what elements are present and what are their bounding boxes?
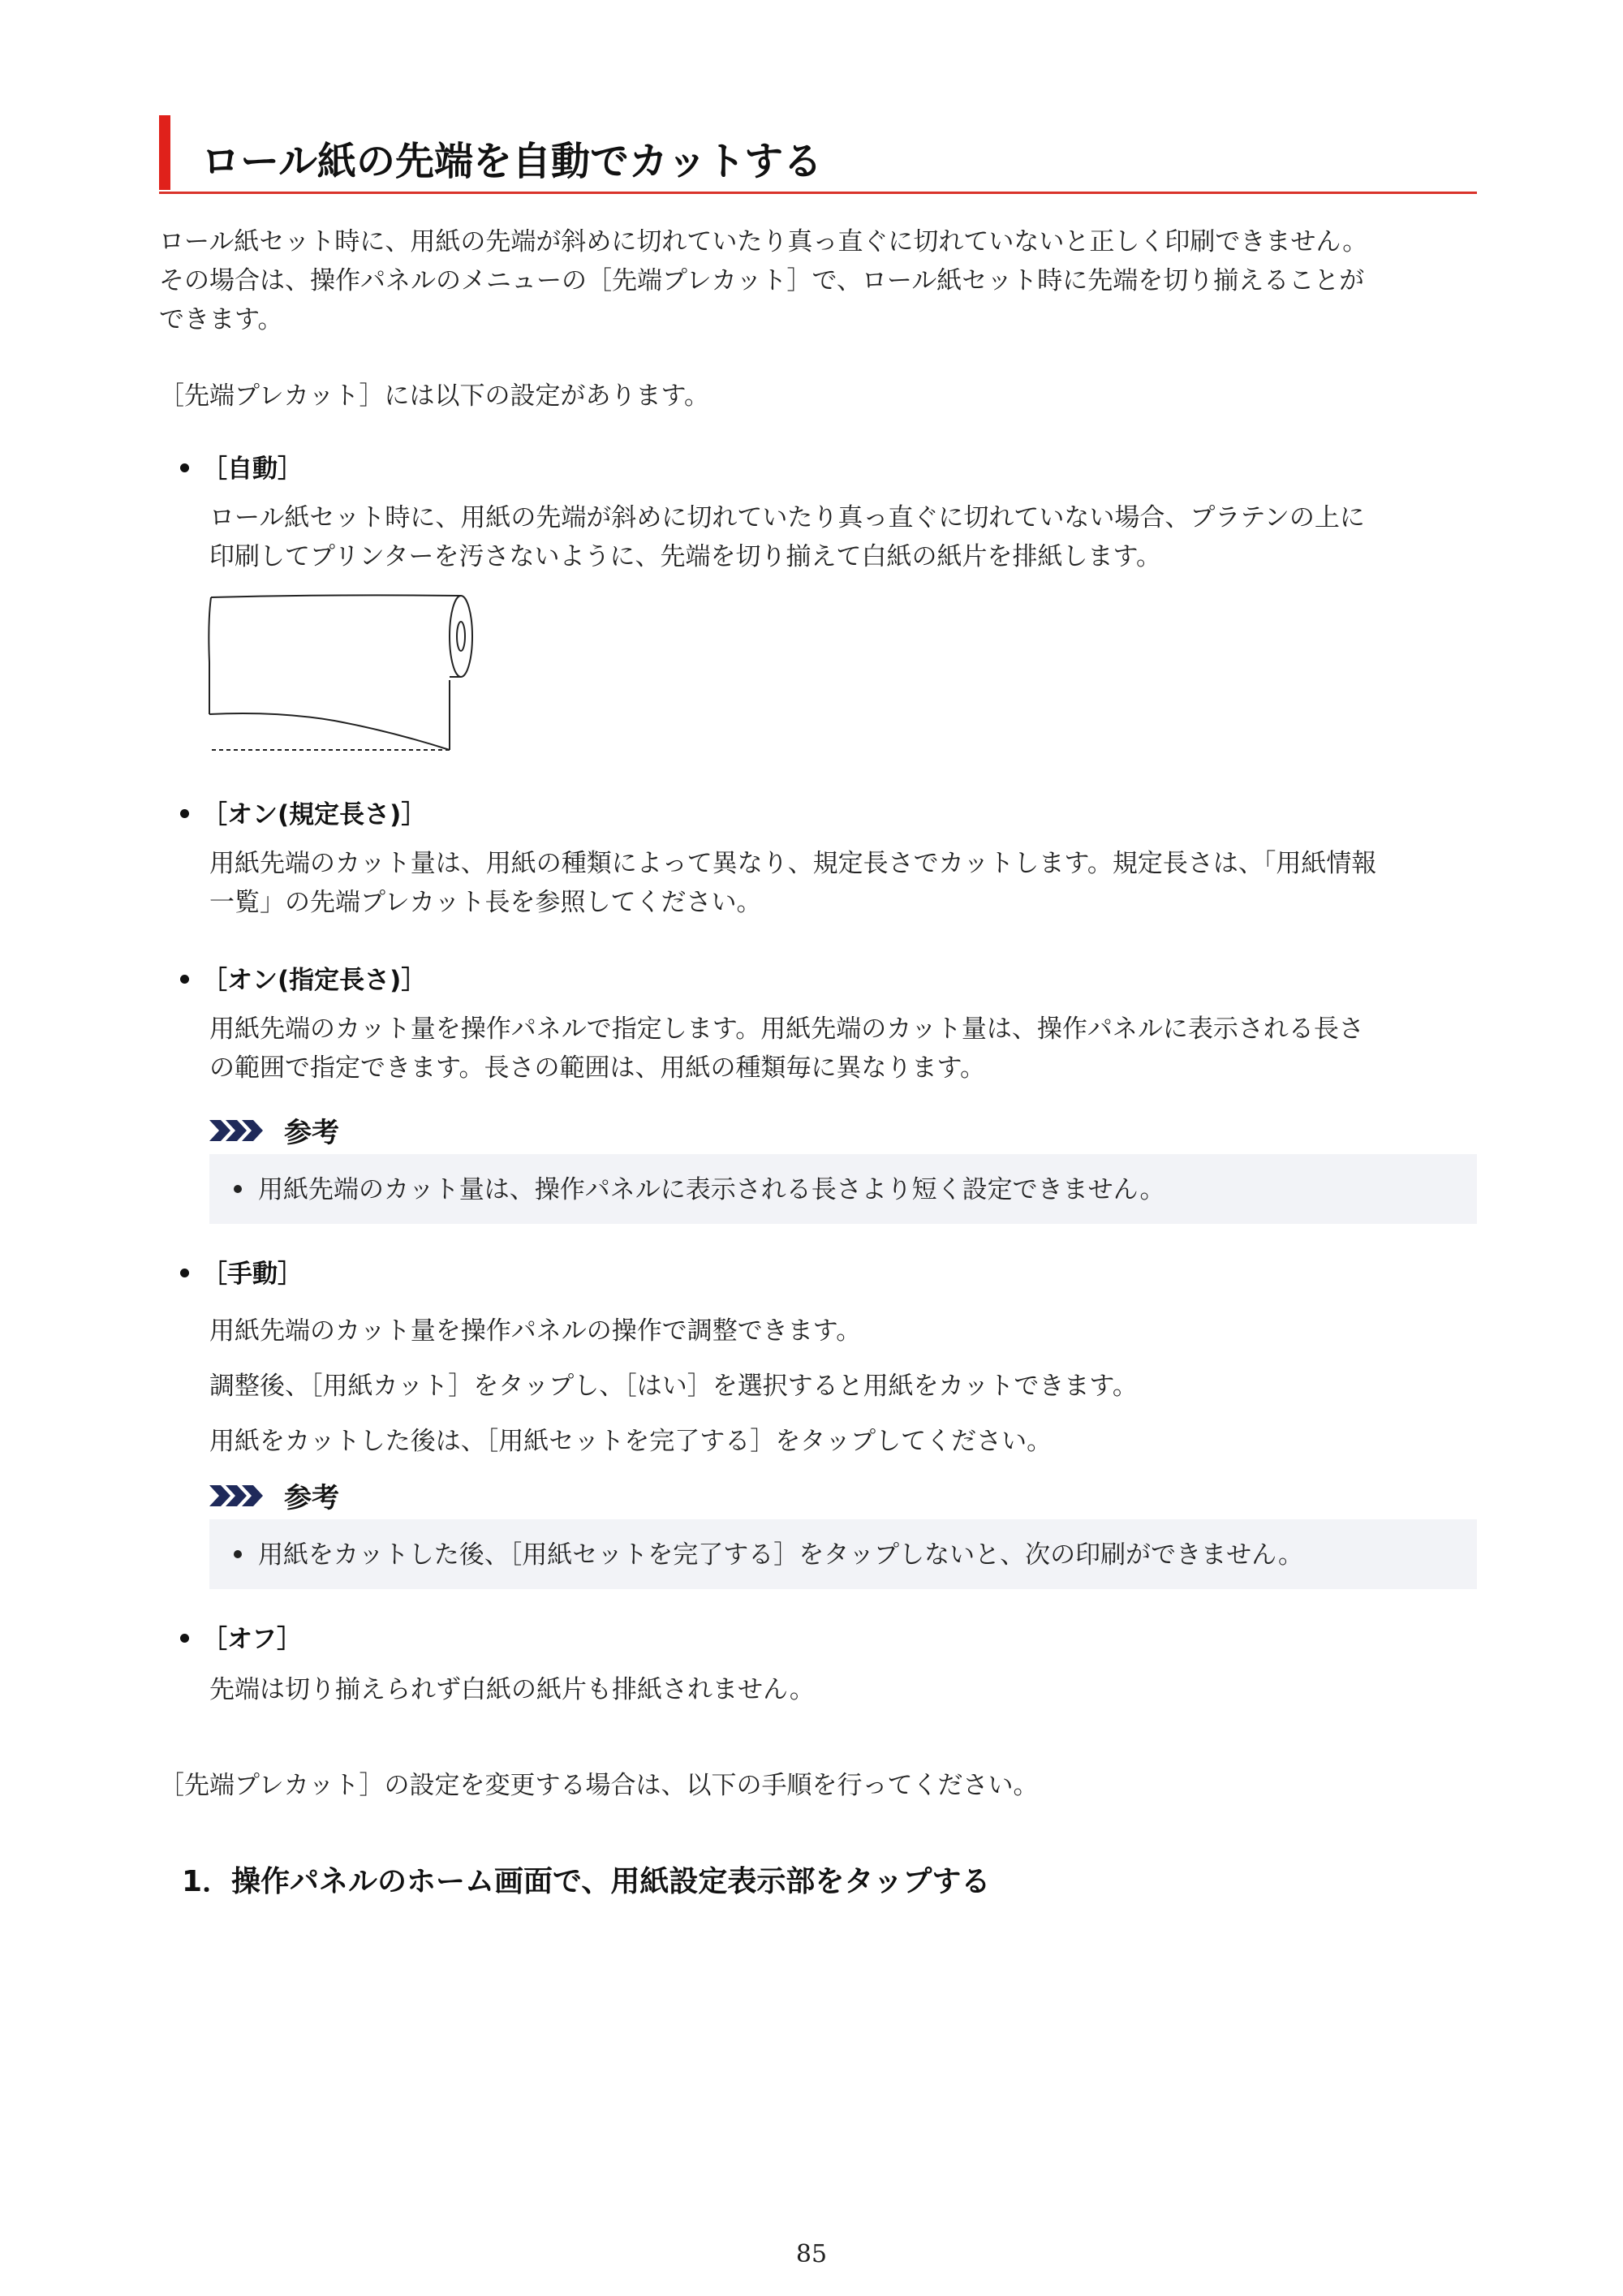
option-off-label: ［オフ］ xyxy=(180,1618,302,1655)
desc-line: 用紙先端のカット量は、用紙の種類によって異なり、規定長さでカットします。規定長さは、「用紙情報 xyxy=(209,849,1377,878)
bullet-dot xyxy=(180,975,189,984)
bullet-dot xyxy=(180,463,189,472)
option-auto-description xyxy=(209,498,1365,576)
bullet-dot xyxy=(180,809,189,818)
option-on-fixed-description xyxy=(209,844,1376,922)
step-1-heading: 1．操作パネルのホーム画面で、用紙設定表示部をタップする xyxy=(182,1865,991,1898)
roll-paper-illustration xyxy=(204,589,480,760)
option-on-specified-description xyxy=(209,1010,1364,1088)
option-auto-label: ［自動］ xyxy=(180,448,303,485)
desc-line: 先端は切り揃えられず白紙の紙片も排紙されません。 xyxy=(209,1675,815,1704)
note-item: 用紙をカットした後、［用紙セットを完了する］をタップしないと、次の印刷ができません。 xyxy=(234,1534,1303,1570)
settings-intro: ［先端プレカット］には以下の設定があります。 xyxy=(159,381,709,411)
note-heading: 参考 xyxy=(209,1475,339,1515)
note-chevrons-icon xyxy=(209,1118,276,1143)
desc-line: 用紙をカットした後は、［用紙セットを完了する］をタップしてください。 xyxy=(209,1427,1053,1456)
note-item: 用紙先端のカット量は、操作パネルに表示される長さより短く設定できません。 xyxy=(234,1169,1165,1205)
intro-line: できます。 xyxy=(159,305,283,334)
bullet-dot xyxy=(234,1550,242,1558)
desc-line: 印刷してプリンターを汚さないように、先端を切り揃えて白紙の紙片を排紙します。 xyxy=(209,542,1162,571)
intro-paragraph xyxy=(159,222,1367,339)
bullet-dot xyxy=(180,1269,189,1277)
note-heading: 参考 xyxy=(209,1110,339,1150)
intro-line: ロール紙セット時に、用紙の先端が斜めに切れていたり真っ直ぐに切れていないと正しく印刷できません。 xyxy=(159,227,1368,256)
change-intro: ［先端プレカット］の設定を変更する場合は、以下の手順を行ってください。 xyxy=(159,1771,1039,1800)
note-chevrons-icon xyxy=(209,1484,276,1508)
desc-line: 用紙先端のカット量を操作パネルの操作で調整できます。 xyxy=(209,1316,862,1346)
note-box xyxy=(209,1519,1477,1589)
page-number: 85 xyxy=(795,2240,828,2268)
option-on-specified-label: ［オン(指定長さ)］ xyxy=(180,959,426,996)
page-title: ロール紙の先端を自動でカットする xyxy=(201,139,823,184)
bullet-dot xyxy=(234,1185,242,1193)
desc-line: 一覧」の先端プレカット長を参照してください。 xyxy=(209,888,762,917)
intro-line: その場合は、操作パネルのメニューの［先端プレカット］で、ロール紙セット時に先端を切り揃えることが xyxy=(159,266,1365,295)
title-accent-mark xyxy=(159,115,170,190)
desc-line: 用紙先端のカット量を操作パネルで指定します。用紙先端のカット量は、操作パネルに表示される長さ xyxy=(209,1014,1364,1044)
note-box xyxy=(209,1154,1477,1224)
option-off-description xyxy=(209,1670,815,1709)
bullet-dot xyxy=(180,1634,189,1643)
desc-line: の範囲で指定できます。長さの範囲は、用紙の種類毎に異なります。 xyxy=(209,1053,986,1083)
desc-line: 調整後、［用紙カット］をタップし、［はい］を選択すると用紙をカットできます。 xyxy=(209,1372,1138,1401)
page-title-bar xyxy=(159,115,1477,194)
option-manual-description xyxy=(209,1303,1138,1469)
option-manual-label: ［手動］ xyxy=(180,1253,303,1290)
desc-line: ロール紙セット時に、用紙の先端が斜めに切れていたり真っ直ぐに切れていない場合、プラテンの上に xyxy=(209,503,1365,532)
option-on-fixed-label: ［オン(規定長さ)］ xyxy=(180,794,426,830)
